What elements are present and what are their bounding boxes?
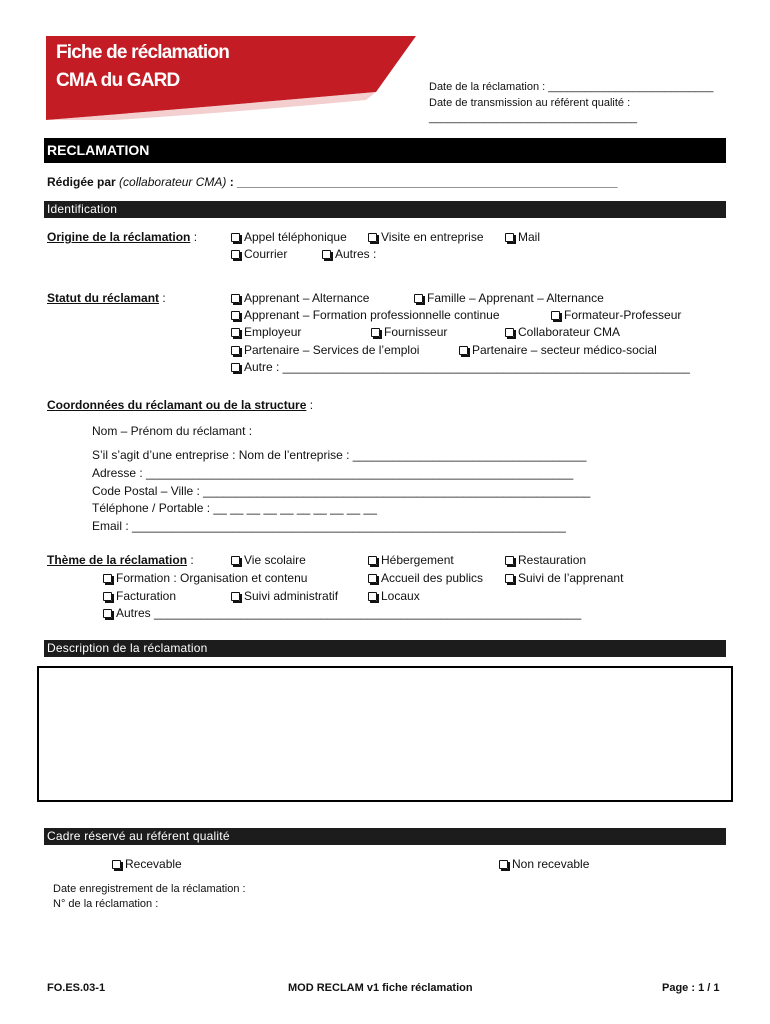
checkbox-icon[interactable] <box>112 860 121 869</box>
redigee-line: : _________________________________________________________ <box>229 175 618 189</box>
section-identification-heading: Identification <box>44 201 726 218</box>
origine-option-mail[interactable]: Mail <box>505 230 540 244</box>
description-textarea[interactable] <box>37 666 733 802</box>
section-cadre-heading: Cadre réservé au référent qualité <box>44 828 726 845</box>
checkbox-icon[interactable] <box>231 294 240 303</box>
checkbox-icon[interactable] <box>505 233 514 242</box>
checkbox-icon[interactable] <box>231 233 240 242</box>
checkbox-icon[interactable] <box>322 250 331 259</box>
theme-option[interactable]: Suivi de l’apprenant <box>505 571 623 585</box>
theme-option[interactable]: Formation : Organisation et contenu <box>103 571 307 585</box>
redigee-label: Rédigée par <box>47 175 116 189</box>
code-postal-field[interactable]: Code Postal – Ville : __________________________________________________________ <box>92 484 591 498</box>
statut-option[interactable]: Partenaire – secteur médico-social <box>459 343 657 357</box>
theme-option-autres[interactable]: Autres ________________________________________________________________ <box>103 606 581 620</box>
coordonnees-label: Coordonnées du réclamant ou de la structure : <box>47 398 314 412</box>
checkbox-icon[interactable] <box>231 556 240 565</box>
checkbox-icon[interactable] <box>368 556 377 565</box>
checkbox-icon[interactable] <box>231 328 240 337</box>
theme-option[interactable]: Vie scolaire <box>231 553 306 567</box>
checkbox-icon[interactable] <box>505 574 514 583</box>
checkbox-icon[interactable] <box>231 592 240 601</box>
checkbox-icon[interactable] <box>103 609 112 618</box>
statut-option[interactable]: Apprenant – Formation professionnelle continue <box>231 308 500 322</box>
nom-prenom-field[interactable]: Nom – Prénom du réclamant : <box>92 424 253 438</box>
origine-option-autres[interactable]: Autres : <box>322 247 376 261</box>
statut-option[interactable]: Fournisseur <box>371 325 447 339</box>
theme-option[interactable]: Restauration <box>505 553 586 567</box>
checkbox-icon[interactable] <box>103 592 112 601</box>
theme-option[interactable]: Locaux <box>368 589 420 603</box>
checkbox-icon[interactable] <box>231 363 240 372</box>
entreprise-field[interactable]: S’il s’agit d’une entreprise : Nom de l’entreprise : ___________________________________ <box>92 448 587 462</box>
checkbox-icon[interactable] <box>505 328 514 337</box>
statut-option[interactable]: Partenaire – Services de l’emploi <box>231 343 419 357</box>
checkbox-icon[interactable] <box>459 346 468 355</box>
checkbox-icon[interactable] <box>371 328 380 337</box>
adresse-field[interactable]: Adresse : ________________________________________________________________ <box>92 466 574 480</box>
checkbox-icon[interactable] <box>368 233 377 242</box>
section-reclamation-heading: RECLAMATION <box>44 138 726 163</box>
statut-option[interactable]: Collaborateur CMA <box>505 325 620 339</box>
origine-option-appel[interactable]: Appel téléphonique <box>231 230 347 244</box>
date-transmission-field[interactable]: __________________________________ <box>429 112 638 124</box>
date-enregistrement-field[interactable]: Date enregistrement de la réclamation : <box>53 883 246 895</box>
statut-option-autre[interactable]: Autre : _____________________________________________________________ <box>231 360 690 374</box>
checkbox-icon[interactable] <box>368 592 377 601</box>
header-banner <box>46 36 416 120</box>
origine-label: Origine de la réclamation : <box>47 230 198 244</box>
theme-option[interactable]: Facturation <box>103 589 176 603</box>
statut-option[interactable]: Employeur <box>231 325 301 339</box>
telephone-field[interactable]: Téléphone / Portable : __ __ __ __ __ __ __ __ __ __ <box>92 501 377 515</box>
origine-option-visite[interactable]: Visite en entreprise <box>368 230 484 244</box>
form-title: Fiche de réclamation <box>56 42 230 63</box>
checkbox-icon[interactable] <box>505 556 514 565</box>
statut-option[interactable]: Apprenant – Alternance <box>231 291 369 305</box>
checkbox-icon[interactable] <box>231 311 240 320</box>
theme-label: Thème de la réclamation : <box>47 553 194 567</box>
checkbox-icon[interactable] <box>414 294 423 303</box>
redigee-italic: (collaborateur CMA) <box>119 175 227 189</box>
email-field[interactable]: Email : _________________________________________________________________ <box>92 519 566 533</box>
checkbox-icon[interactable] <box>551 311 560 320</box>
footer-code: FO.ES.03-1 <box>47 982 106 994</box>
checkbox-icon[interactable] <box>231 250 240 259</box>
statut-label: Statut du réclamant : <box>47 291 166 305</box>
non-recevable-option[interactable]: Non recevable <box>499 857 589 871</box>
statut-option[interactable]: Formateur-Professeur <box>551 308 681 322</box>
theme-option[interactable]: Hébergement <box>368 553 454 567</box>
checkbox-icon[interactable] <box>231 346 240 355</box>
recevable-option[interactable]: Recevable <box>112 857 182 871</box>
date-reclamation-field[interactable]: Date de la réclamation : ___________________________ <box>429 81 714 93</box>
date-transmission-label: Date de transmission au référent qualité : <box>429 97 631 109</box>
theme-option[interactable]: Suivi administratif <box>231 589 338 603</box>
theme-option[interactable]: Accueil des publics <box>368 571 483 585</box>
redigee-par-field[interactable] <box>47 175 618 189</box>
numero-reclamation-field[interactable]: N° de la réclamation : <box>53 898 159 910</box>
checkbox-icon[interactable] <box>499 860 508 869</box>
origine-option-courrier[interactable]: Courrier <box>231 247 287 261</box>
checkbox-icon[interactable] <box>103 574 112 583</box>
footer-document-name: MOD RECLAM v1 fiche réclamation <box>288 982 473 994</box>
footer-page-number: Page : 1 / 1 <box>662 982 720 994</box>
statut-option[interactable]: Famille – Apprenant – Alternance <box>414 291 604 305</box>
checkbox-icon[interactable] <box>368 574 377 583</box>
organisation-name: CMA du GARD <box>56 70 180 91</box>
section-description-heading: Description de la réclamation <box>44 640 726 657</box>
